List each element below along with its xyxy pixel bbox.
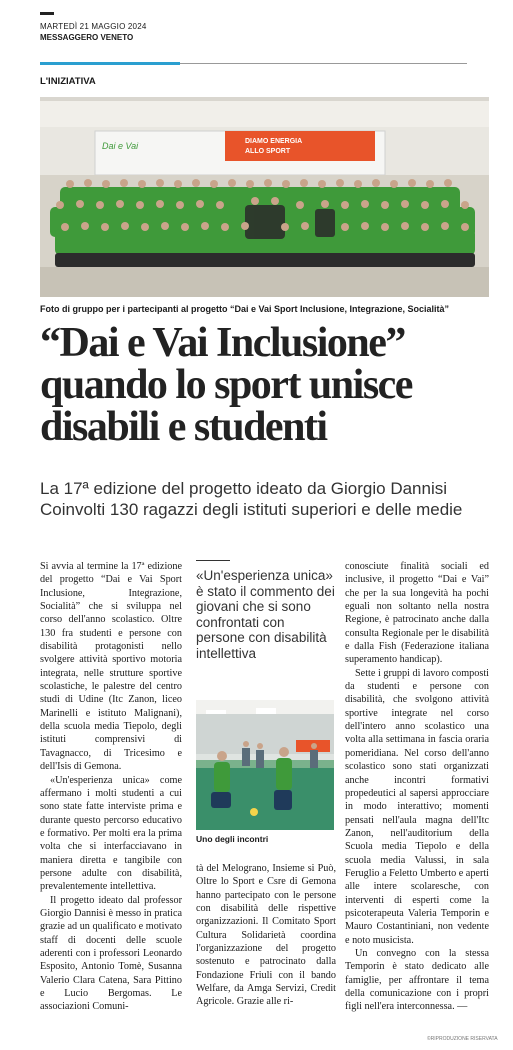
article-column-2 bbox=[196, 862, 336, 1009]
pullquote: «Un'esperienza unica» è stato il commento dei giovani che si sono confrontati con persone con disabilità intellettiva bbox=[196, 568, 335, 661]
banner-text: DIAMO ENERGIA bbox=[245, 138, 303, 145]
meeting-photo-illustration bbox=[196, 700, 334, 830]
group-photo bbox=[40, 97, 489, 297]
subheadline-line-1: La 17ª edizione del progetto ideato da Giorgio Dannisi bbox=[40, 479, 448, 498]
paragraph: Si avvia al termine la 17ª edizione del progetto “Dai e Vai Sport Inclusione, Integrazione, Socialità” che si sviluppa nel corso dell'anno scolastico. Oltre 130 fra studenti e persone con disabilità protagonisti nello svolgere attività sportivo motoria integrata, nelle strutture sportive scolastiche, le palestre del centro studi di Udine (Itc Zanon, liceo Marinelli e istituto Malignani), della scuola media Tiepolo, degli istituti comprensivi di Tavagnacco, di Tricesimo e dell'Isis di Gemona. bbox=[40, 561, 182, 773]
copyright-notice: ©RIPRODUZIONE RISERVATA bbox=[427, 1036, 498, 1042]
subheadline bbox=[40, 478, 489, 520]
meeting-photo bbox=[196, 700, 334, 830]
dai-e-vai-logo: Dai e Vai bbox=[102, 141, 139, 151]
subheadline-line-2: Coinvolti 130 ragazzi degli istituti superiori e delle medie bbox=[40, 500, 463, 519]
paragraph: conosciute finalità sociali ed inclusive, il progetto “Dai e Vai” che per la sua longevità ha pochi eguali non soltanto nella nostra Regione, è patrocinato anche dalla consulta Regionale per le disabilità e dalla Fish (Federazione italiana superamento handicap). bbox=[345, 561, 489, 666]
paragraph: tà del Melograno, Insieme si Può, Oltre lo Sport e Csre di Gemona hanno partecipato con le persone con disabilità delle rispettive organizzazioni. Il Comitato Sport Cultura Solidarietà coordina l'organizzazione del progetto sostenuto e patrocinato dalla Fondazione Friuli con il bando Welfare, da Amga Servizi, Credit Agricole. Grazie alle ri- bbox=[196, 863, 336, 1008]
event-banner bbox=[225, 131, 375, 161]
paragraph: Il progetto ideato dal professor Giorgio Dannisi è messo in pratica grazie ad un qualificato e motivato staff di docenti delle scuole aderenti con i professori Leonardo Esposito, Antonio Tomè, Susanna Valerio Clara Catena, Sara Pittino e Lucio Bergomas. Le associazioni Comuni- bbox=[40, 894, 182, 1013]
paragraph: Sette i gruppi di lavoro composti da studenti e persone con disabilità, che svolgono attività sportive integrate nel corso dell'intero anno scolastico una volta alla settimana in fascia oraria pomeridiana. Nel corso dell'anno scolastico sono stati organizzati anche incontri formativi propedeutici al sapersi approcciare in modo interattivo; momenti pensati nell'aula magna dell'Itc Zanon, nell'auditorium della Scuola media Tiepolo e della scuola media Valussi, in sala Feruglio a Feletto Umberto e aperti alle intere scolaresche, con interventi di esperti come la psicoterapeuta Valeria Temporin e Mauro Costantiniani, non vedente e noto musicista. bbox=[345, 667, 489, 946]
section-accent-bar bbox=[40, 62, 180, 65]
pullquote-rule bbox=[196, 560, 230, 561]
svg-text:ALLO SPORT: ALLO SPORT bbox=[245, 148, 291, 155]
paragraph: «Un'esperienza unica» come affermano i molti studenti a cui sono state fatte interviste prima e durante questo percorso educativo e formativo. Per molti era la prima volta che si interfacciavano in maniera diretta e tangibile con persone adulte con disabilità, prevalentemente intellettiva. bbox=[40, 774, 182, 893]
article-column-1 bbox=[40, 560, 182, 1014]
meeting-photo-caption: Uno degli incontri bbox=[196, 834, 269, 844]
photo-caption: Foto di gruppo per i partecipanti al progetto “Dai e Vai Sport Inclusione, Integrazione, Socialità” bbox=[40, 304, 450, 314]
newspaper-name: MESSAGGERO VENETO bbox=[40, 33, 134, 42]
paragraph: Un convegno con la stessa Temporin è stato dedicato alle famiglie, per affrontare il tema della comunicazione con i propri figli nell'era interconnessa. — bbox=[345, 947, 489, 1013]
headline: “Dai e Vai Inclusione” quando lo sport unisce disabili e studenti bbox=[40, 320, 412, 450]
article-column-3 bbox=[345, 560, 489, 1014]
issue-date: MARTEDÌ 21 MAGGIO 2024 bbox=[40, 22, 147, 31]
masthead-rule bbox=[40, 12, 54, 15]
group-photo-illustration bbox=[40, 97, 489, 297]
section-label: L'INIZIATIVA bbox=[40, 76, 96, 87]
